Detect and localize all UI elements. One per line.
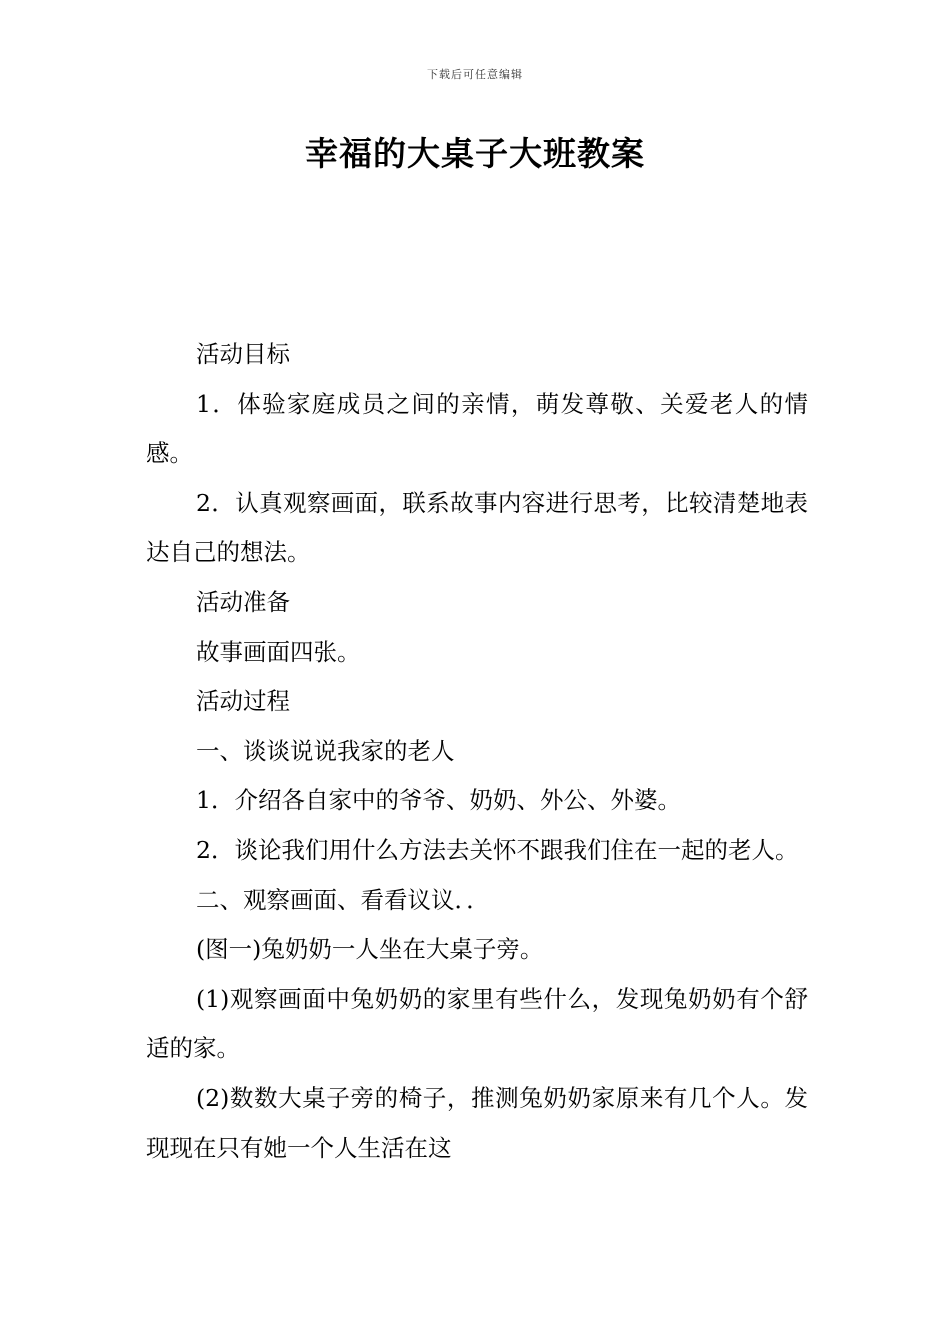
process-step-2-heading: 二、观察画面、看看议议．． xyxy=(196,885,490,914)
section-heading-goals: 活动目标 xyxy=(196,340,290,368)
figure-1-item-1: (1)观察画面中兔奶奶的家里有些什么，发现兔奶奶有个舒适的家。 xyxy=(146,984,808,1063)
section-heading-process: 活动过程 xyxy=(196,687,290,716)
page-header-note: 下载后可任意编辑 xyxy=(427,68,523,81)
process-step-1-item-2: 2．谈论我们用什么方法去关怀不跟我们住在一起的老人。 xyxy=(196,835,799,864)
document-title: 幸福的大桌子大班教案 xyxy=(305,134,645,173)
preparation-text: 故事画面四张。 xyxy=(196,637,361,666)
figure-1-caption: (图一)兔奶奶一人坐在大桌子旁。 xyxy=(196,935,544,964)
section-heading-preparation: 活动准备 xyxy=(196,587,290,616)
goal-item-1: 1．体验家庭成员之间的亲情，萌发尊敬、关爱老人的情感。 xyxy=(146,389,808,468)
figure-1-item-2: (2)数数大桌子旁的椅子，推测兔奶奶家原来有几个人。发现现在只有她一个人生活在这 xyxy=(146,1083,808,1162)
document-body xyxy=(146,330,808,1173)
process-step-1-heading: 一、谈谈说说我家的老人 xyxy=(196,736,455,765)
goal-item-2: 2．认真观察画面，联系故事内容进行思考，比较清楚地表达自己的想法。 xyxy=(146,488,808,567)
process-step-1-item-1: 1．介绍各自家中的爷爷、奶奶、外公、外婆。 xyxy=(196,786,681,815)
